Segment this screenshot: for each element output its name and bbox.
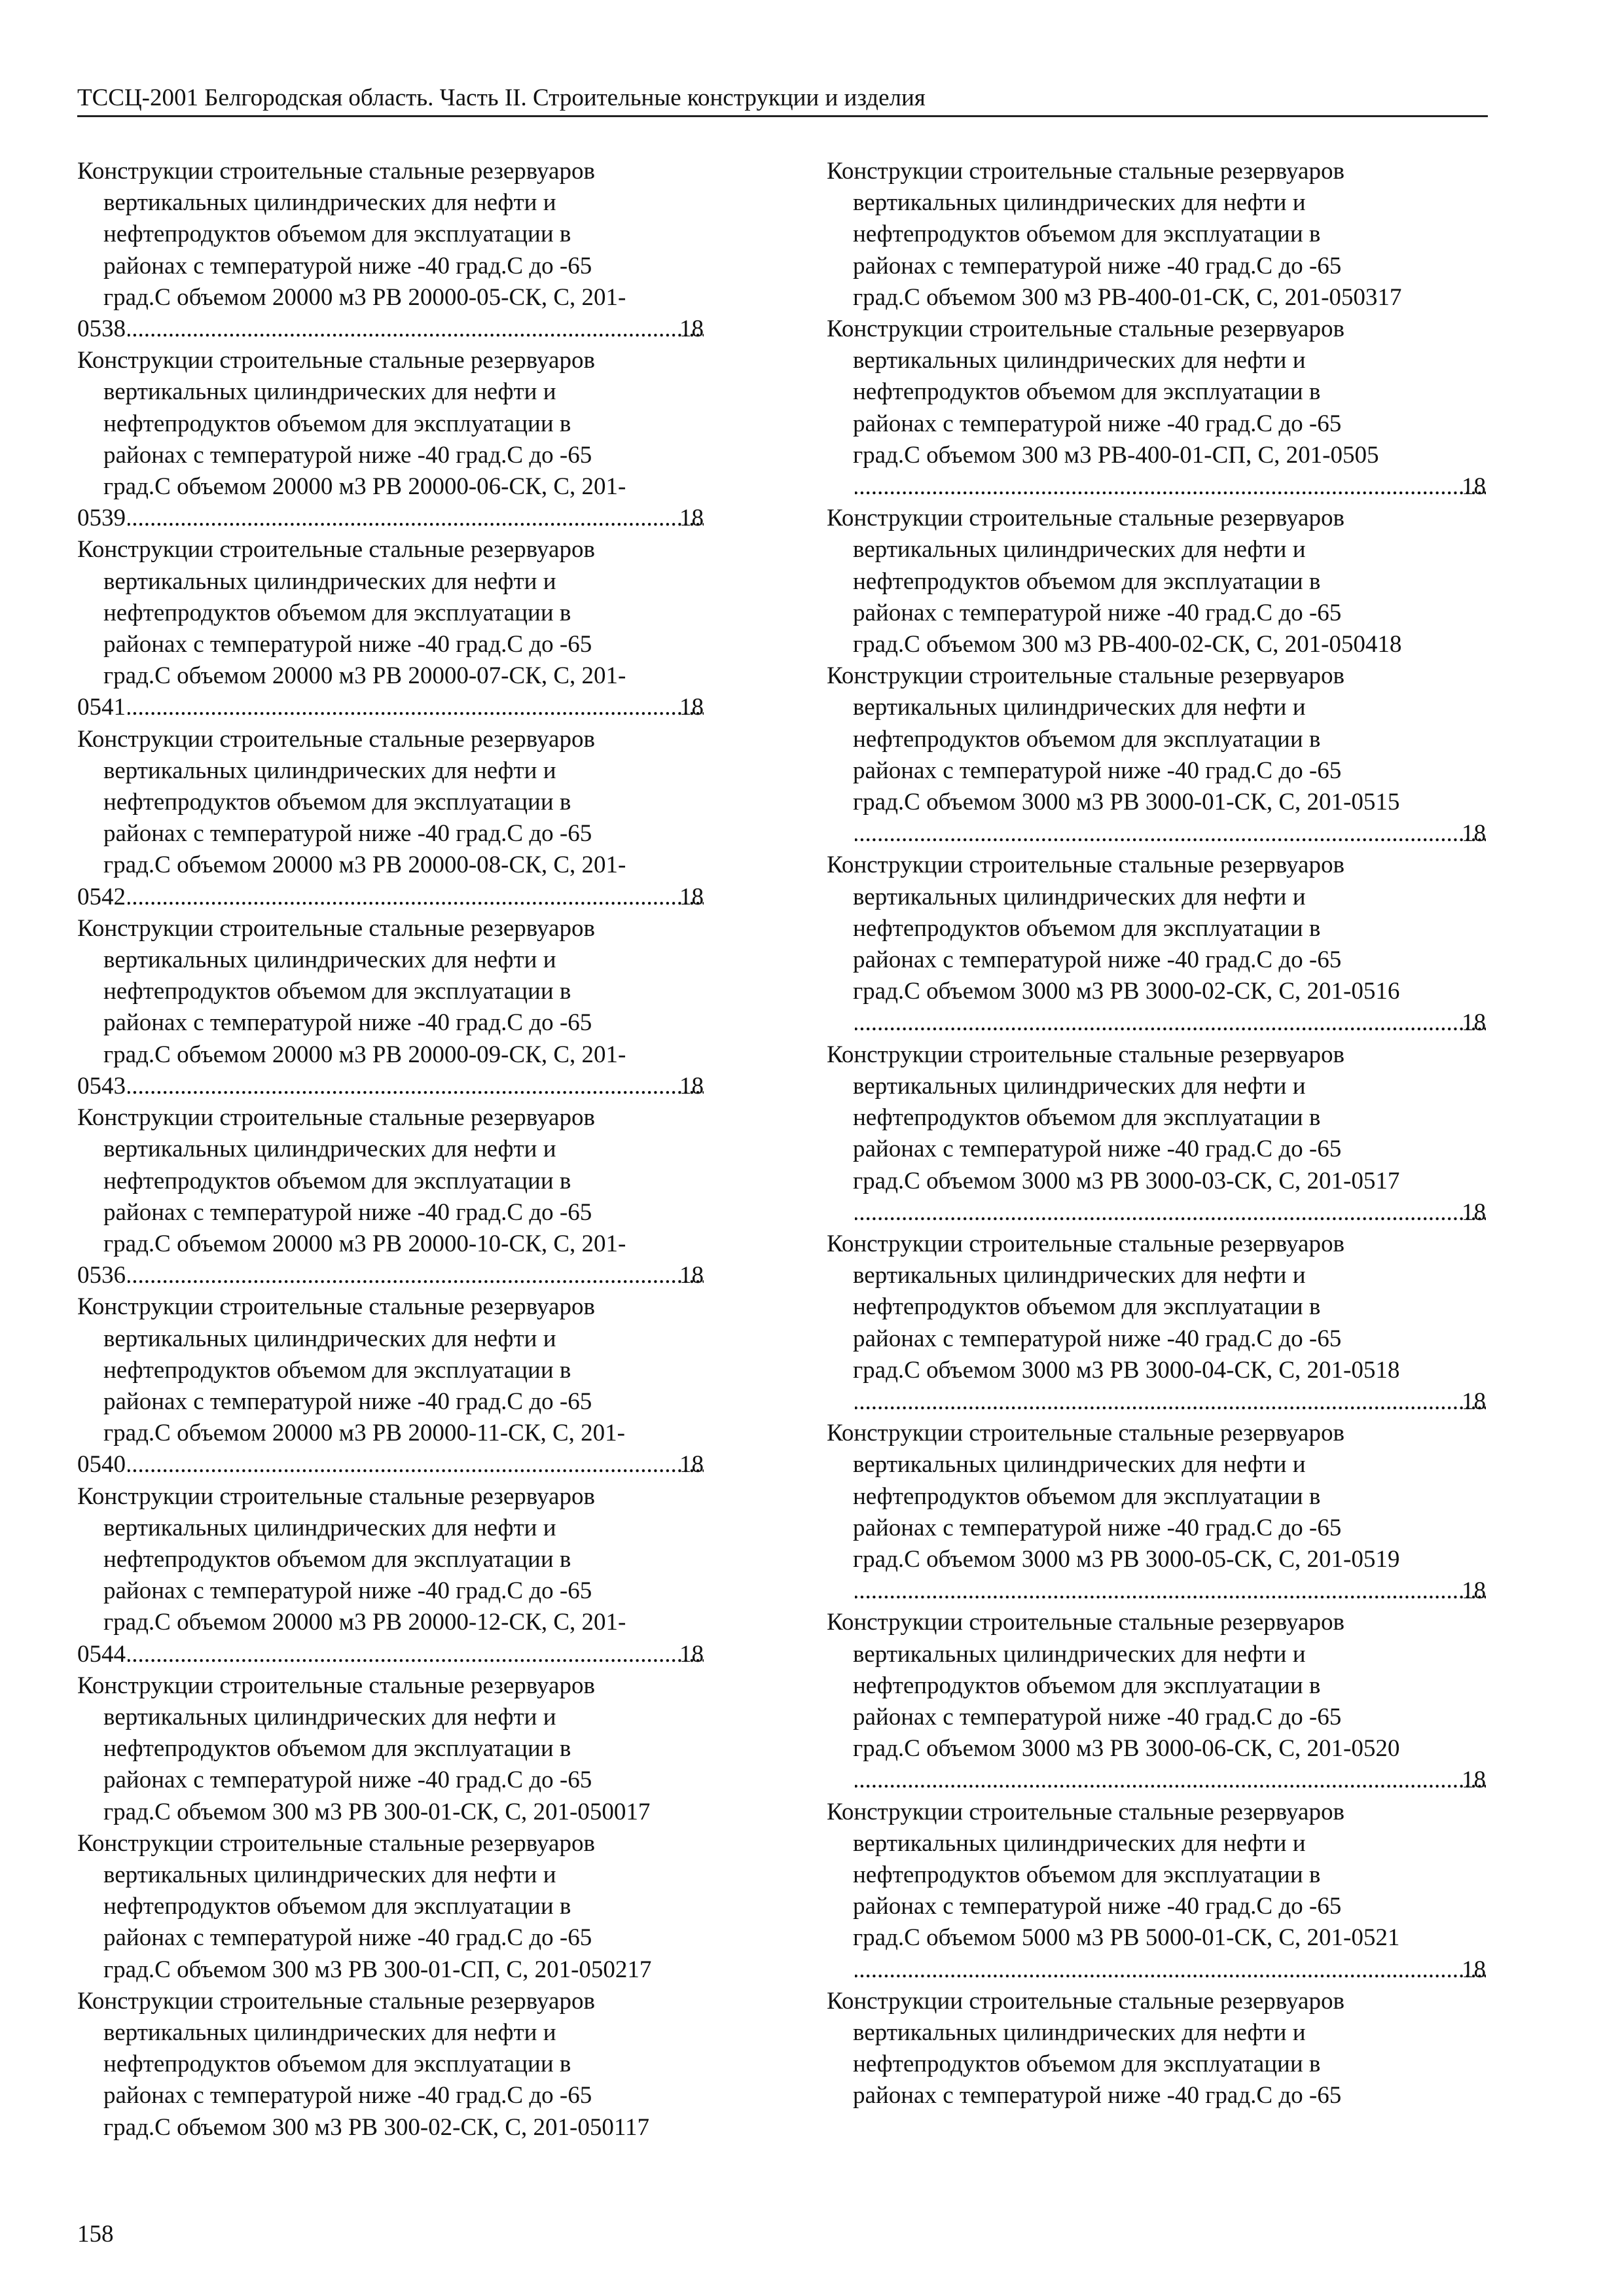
dot-leader (128, 1071, 704, 1102)
toc-leader-line: 0538 ..... 18 (103, 314, 706, 345)
toc-entry-text: Конструкции строительные стальные резервуаров вертикальных цилиндрических для нефти и нефтепродуктов объемом для эксплуатации в районах с температурой ниже -40 град.С до -65 град.С объемом 3000 м3 РВ 3000-01-СК, С, 201-0515 (827, 662, 1400, 816)
toc-entry[interactable] (827, 1039, 1488, 1229)
toc-entry[interactable] (77, 1102, 706, 1291)
toc-entry[interactable] (827, 156, 1488, 314)
toc-leader-line: 0539 ..... 18 (103, 503, 706, 534)
toc-entry-text: Конструкции строительные стальные резервуаров вертикальных цилиндрических для нефти и нефтепродуктов объемом для эксплуатации в районах с температурой ниже -40 град.С до -65 град.С объемом 3000 м3 РВ 3000-03-СК, С, 201-0517 (827, 1041, 1400, 1194)
toc-entry[interactable] (77, 1828, 706, 1986)
toc-entry[interactable] (77, 1481, 706, 1670)
dot-leader (855, 1575, 1486, 1607)
toc-entry-text: Конструкции строительные стальные резервуаров вертикальных цилиндрических для нефти и нефтепродуктов объемом для эксплуатации в районах с температурой ниже -40 град.С до -65 град.С объемом 20000 м3 РВ 20000-09-СК, С, 201- (77, 914, 626, 1068)
toc-entry-code-tail: 0539 (77, 505, 126, 532)
toc-entry[interactable] (827, 503, 1488, 660)
running-header: ТССЦ-2001 Белгородская область. Часть II. Строительные конструкции и изделия (77, 84, 1488, 117)
toc-entry[interactable] (77, 1986, 706, 2144)
dot-leader (128, 692, 704, 723)
toc-entry-text: Конструкции строительные стальные резервуаров вертикальных цилиндрических для нефти и нефтепродуктов объемом для эксплуатации в районах с температурой ниже -40 град.С до -65 град.С объемом 300 м3 РВ 300-01-СК, С, 201-050017 (77, 1672, 651, 1825)
toc-entry[interactable] (827, 660, 1488, 850)
dot-leader (128, 503, 704, 534)
toc-leader-line: ..... 18 (853, 818, 1488, 850)
toc-leader-line: ..... 18 (853, 471, 1488, 503)
toc-leader-line: 0540 ..... 18 (103, 1449, 706, 1480)
dot-leader (128, 882, 704, 913)
toc-entry-text: Конструкции строительные стальные резервуаров вертикальных цилиндрических для нефти и нефтепродуктов объемом для эксплуатации в районах с температурой ниже -40 град.С до -65 град.С объемом 300 м3 РВ 300-02-СК, С, 201-050117 (77, 1987, 649, 2141)
toc-leader-line: ..... 18 (853, 1954, 1488, 1986)
toc-leader-line: 0544 ..... 18 (103, 1639, 706, 1670)
dot-leader (128, 1639, 704, 1670)
page-number: 158 (77, 2221, 114, 2248)
toc-entry[interactable] (77, 1291, 706, 1480)
toc-entry-code-tail: 0541 (77, 694, 126, 721)
toc-entry-text: Конструкции строительные стальные резервуаров вертикальных цилиндрических для нефти и нефтепродуктов объемом для эксплуатации в районах с температурой ниже -40 град.С до -65 град.С объемом 300 м3 РВ 300-01-СП, С, 201-050217 (77, 1829, 652, 1983)
toc-entry-text: Конструкции строительные стальные резервуаров вертикальных цилиндрических для нефти и нефтепродуктов объемом для эксплуатации в районах с температурой ниже -40 град.С до -65 град.С объемом 20000 м3 РВ 20000-08-СК, С, 201- (77, 725, 626, 879)
dot-leader (128, 1449, 704, 1480)
toc-entry-text: Конструкции строительные стальные резервуаров вертикальных цилиндрических для нефти и нефтепродуктов объемом для эксплуатации в районах с температурой ниже -40 град.С до -65 град.С объемом 20000 м3 РВ 20000-07-СК, С, 201- (77, 536, 626, 690)
dot-leader (128, 1260, 704, 1291)
toc-entry[interactable] (77, 913, 706, 1102)
toc-entry[interactable] (827, 1229, 1488, 1418)
toc-entry-code-tail: 0544 (77, 1640, 126, 1668)
toc-leader-line: 0541 ..... 18 (103, 692, 706, 723)
toc-entry-text: Конструкции строительные стальные резервуаров вертикальных цилиндрических для нефти и нефтепродуктов объемом для эксплуатации в районах с температурой ниже -40 град.С до -65 град.С объемом 300 м3 РВ-400-01-СК, С, 201-050317 (827, 158, 1402, 311)
toc-entry-text: Конструкции строительные стальные резервуаров вертикальных цилиндрических для нефти и нефтепродуктов объемом для эксплуатации в районах с температурой ниже -40 град.С до -65 град.С объемом 3000 м3 РВ 3000-02-СК, С, 201-0516 (827, 852, 1400, 1005)
toc-leader-line: ..... 18 (853, 1765, 1488, 1796)
toc-entry-text: Конструкции строительные стальные резервуаров вертикальных цилиндрических для нефти и нефтепродуктов объемом для эксплуатации в районах с температурой ниже -40 град.С до -65 град.С объемом 3000 м3 РВ 3000-05-СК, С, 201-0519 (827, 1420, 1400, 1573)
toc-entry[interactable] (827, 314, 1488, 503)
toc-entry[interactable] (77, 1670, 706, 1828)
toc-entry[interactable] (77, 345, 706, 534)
toc-leader-line: ..... 18 (853, 1575, 1488, 1607)
toc-entry-code-tail: 0543 (77, 1072, 126, 1100)
dot-leader (855, 818, 1486, 850)
toc-entry[interactable] (827, 1607, 1488, 1796)
dot-leader (855, 1007, 1486, 1039)
toc-entry[interactable] (827, 850, 1488, 1039)
toc-entry[interactable] (827, 1797, 1488, 1986)
toc-entry[interactable] (77, 156, 706, 345)
toc-entry[interactable] (827, 1986, 1488, 2112)
toc-entry-text: Конструкции строительные стальные резервуаров вертикальных цилиндрических для нефти и нефтепродуктов объемом для эксплуатации в районах с температурой ниже -40 град.С до -65 град.С объемом 300 м3 РВ-400-02-СК, С, 201-050418 (827, 505, 1402, 658)
toc-entry-text: Конструкции строительные стальные резервуаров вертикальных цилиндрических для нефти и нефтепродуктов объемом для эксплуатации в районах с температурой ниже -40 град.С до -65 град.С объемом 3000 м3 РВ 3000-06-СК, С, 201-0520 (827, 1609, 1400, 1763)
toc-entry-text: Конструкции строительные стальные резервуаров вертикальных цилиндрических для нефти и нефтепродуктов объемом для эксплуатации в районах с температурой ниже -40 град.С до -65 град.С объемом 20000 м3 РВ 20000-06-СК, С, 201- (77, 347, 626, 501)
toc-leader-line: ..... 18 (853, 1007, 1488, 1039)
toc-entry-text: Конструкции строительные стальные резервуаров вертикальных цилиндрических для нефти и нефтепродуктов объемом для эксплуатации в районах с температурой ниже -40 град.С до -65 град.С объемом 5000 м3 РВ 5000-01-СК, С, 201-0521 (827, 1798, 1400, 1952)
toc-leader-line: 0536 ..... 18 (103, 1260, 706, 1291)
toc-entry-text: Конструкции строительные стальные резервуаров вертикальных цилиндрических для нефти и нефтепродуктов объемом для эксплуатации в районах с температурой ниже -40 град.С до -65 град.С объемом 20000 м3 РВ 20000-10-СК, С, 201- (77, 1104, 626, 1257)
toc-entry-text: Конструкции строительные стальные резервуаров вертикальных цилиндрических для нефти и нефтепродуктов объемом для эксплуатации в районах с температурой ниже -40 град.С до -65 град.С объемом 20000 м3 РВ 20000-11-СК, С, 201- (77, 1293, 625, 1447)
toc-column-left (77, 156, 706, 2144)
toc-entry-code-tail: 0538 (77, 315, 126, 343)
toc-leader-line: ..... 18 (853, 1197, 1488, 1229)
toc-entry-code-tail: 0540 (77, 1451, 126, 1479)
dot-leader (855, 1954, 1486, 1986)
dot-leader (128, 314, 704, 345)
toc-leader-line: 0543 ..... 18 (103, 1071, 706, 1102)
dot-leader (855, 1765, 1486, 1796)
toc-entry-code-tail: 0542 (77, 883, 126, 910)
toc-entry-code-tail: 0536 (77, 1262, 126, 1289)
dot-leader (855, 1197, 1486, 1229)
toc-leader-line: 0542 ..... 18 (103, 882, 706, 913)
toc-entry[interactable] (77, 534, 706, 723)
toc-leader-line: ..... 18 (853, 1386, 1488, 1418)
toc-entry-text: Конструкции строительные стальные резервуаров вертикальных цилиндрических для нефти и нефтепродуктов объемом для эксплуатации в районах с температурой ниже -40 град.С до -65 град.С объемом 20000 м3 РВ 20000-12-СК, С, 201- (77, 1482, 626, 1636)
toc-entry-text: Конструкции строительные стальные резервуаров вертикальных цилиндрических для нефти и нефтепродуктов объемом для эксплуатации в районах с температурой ниже -40 град.С до -65 (827, 1987, 1344, 2109)
toc-entry[interactable] (827, 1418, 1488, 1607)
toc-entry-text: Конструкции строительные стальные резервуаров вертикальных цилиндрических для нефти и нефтепродуктов объемом для эксплуатации в районах с температурой ниже -40 град.С до -65 град.С объемом 20000 м3 РВ 20000-05-СК, С, 201- (77, 158, 626, 311)
dot-leader (855, 1386, 1486, 1418)
dot-leader (855, 471, 1486, 503)
toc-entry-text: Конструкции строительные стальные резервуаров вертикальных цилиндрических для нефти и нефтепродуктов объемом для эксплуатации в районах с температурой ниже -40 град.С до -65 град.С объемом 300 м3 РВ-400-01-СП, С, 201-0505 (827, 315, 1379, 469)
toc-column-right (827, 156, 1488, 2112)
toc-entry[interactable] (77, 724, 706, 913)
toc-entry-text: Конструкции строительные стальные резервуаров вертикальных цилиндрических для нефти и нефтепродуктов объемом для эксплуатации в районах с температурой ниже -40 град.С до -65 град.С объемом 3000 м3 РВ 3000-04-СК, С, 201-0518 (827, 1230, 1400, 1384)
